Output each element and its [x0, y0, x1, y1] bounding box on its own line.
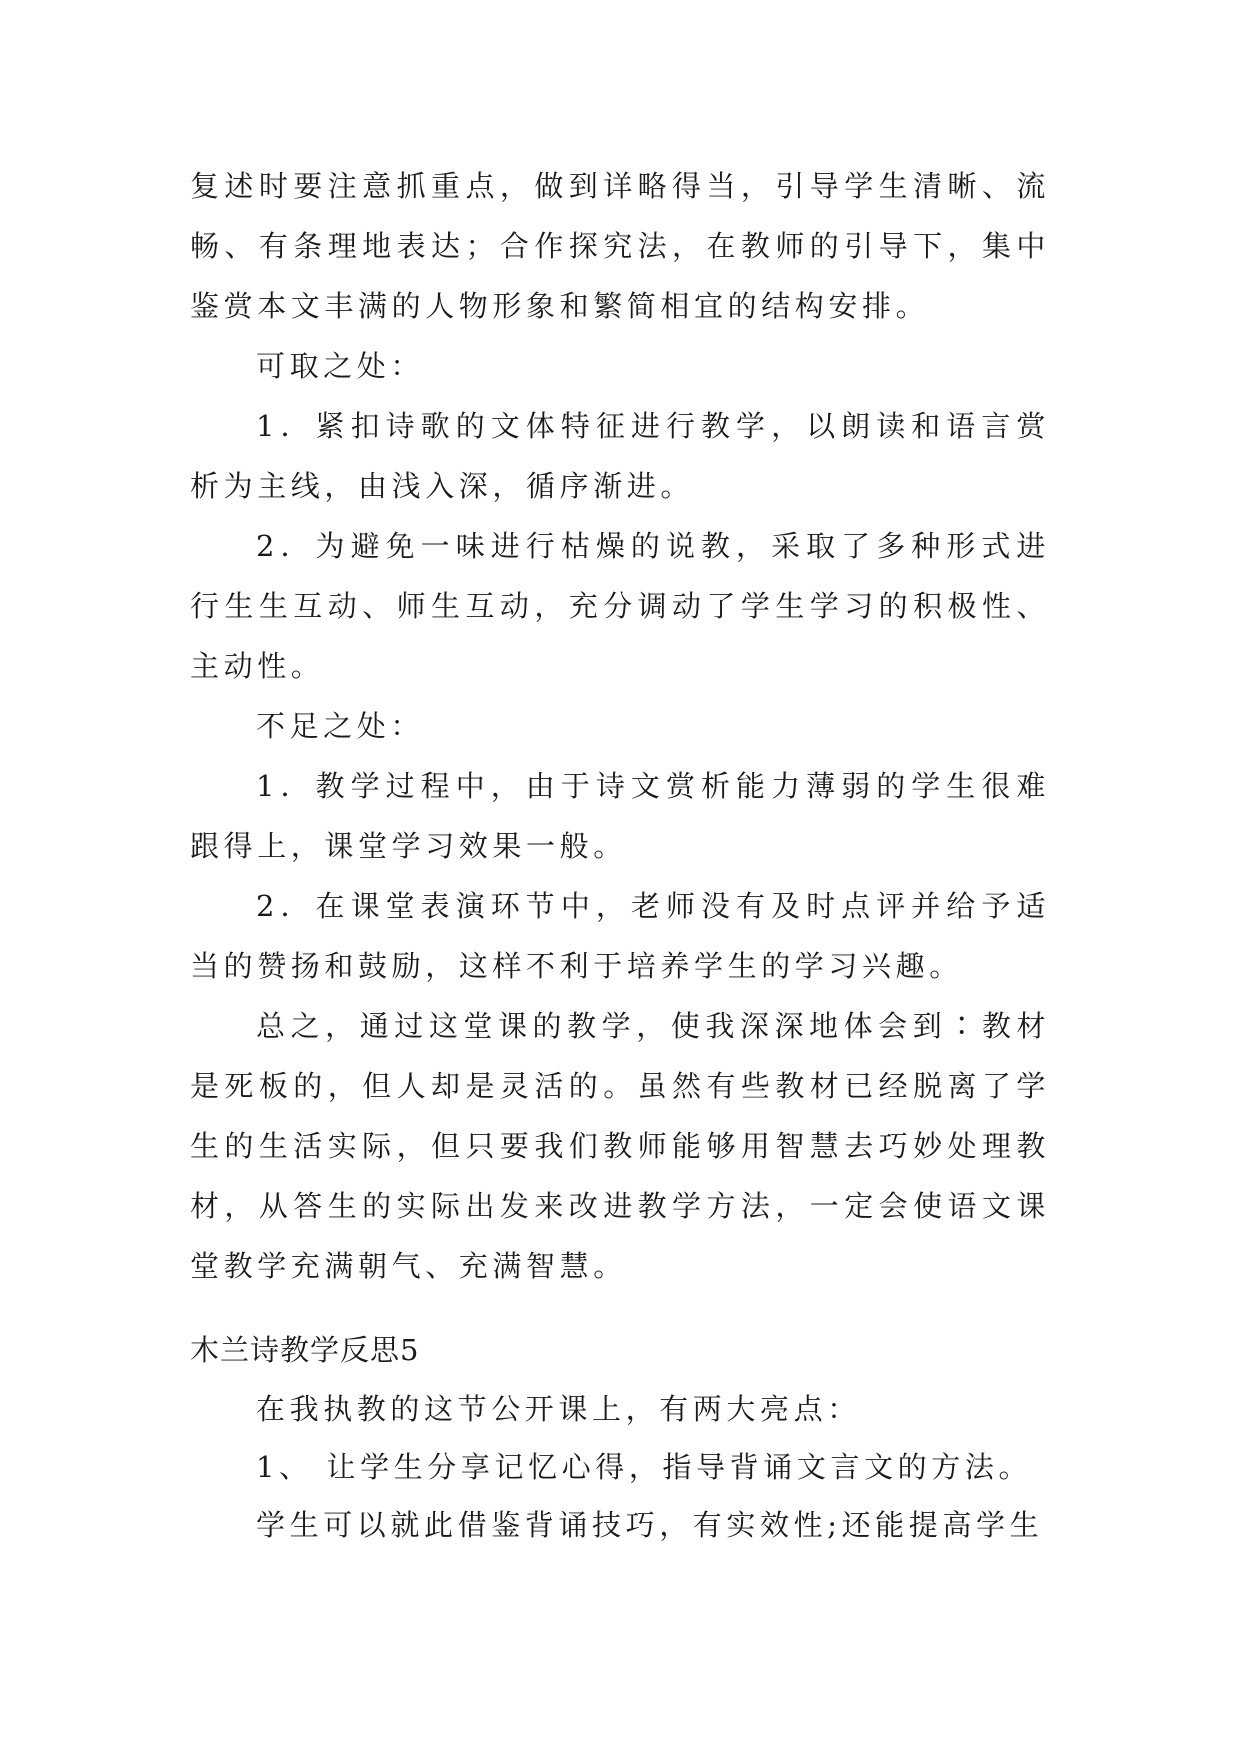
paragraph-strength-1: 1．紧扣诗歌的文体特征进行教学，以朗读和语言赏析为主线，由浅入深，循序渐进。	[190, 409, 1050, 503]
paragraph-highlight-1: 1、 让学生分享记忆心得，指导背诵文言文的方法。	[256, 1450, 1033, 1484]
paragraph-weaknesses-heading: 不足之处：	[256, 709, 425, 743]
paragraph-weakness-2: 2．在课堂表演环节中，老师没有及时点评并给予适当的赞扬和鼓励，这样不利于培养学生的学习兴趣。	[190, 889, 1050, 983]
paragraph-highlight-1-detail: 学生可以就此借鉴背诵技巧，有实效性;还能提高学生	[256, 1508, 1044, 1542]
paragraph-intro: 复述时要注意抓重点，做到详略得当，引导学生清晰、流畅、有条理地表达；合作探究法，在教师的引导下，集中鉴赏本文丰满的人物形象和繁简相宜的结构安排。	[190, 169, 1050, 323]
paragraph-strengths-heading: 可取之处：	[256, 349, 425, 383]
text-block-section-5	[190, 1320, 1050, 1554]
paragraph-highlights: 在我执教的这节公开课上，有两大亮点：	[256, 1392, 861, 1426]
paragraph-strength-2: 2．为避免一味进行枯燥的说教，采取了多种形式进行生生互动、师生互动，充分调动了学生学习的积极性、主动性。	[190, 529, 1050, 683]
paragraph-weakness-1: 1．教学过程中，由于诗文赏析能力薄弱的学生很难跟得上，课堂学习效果一般。	[190, 769, 1050, 863]
paragraph-summary: 总之，通过这堂课的教学，使我深深地体会到∶教材是死板的，但人却是灵活的。虽然有些教材已经脱离了学生的生活实际，但只要我们教师能够用智慧去巧妙处理教材，从答生的实际出发来改进教学方法，一定会使语文课堂教学充满朝气、充满智慧。	[190, 1009, 1050, 1283]
section-title: 木兰诗教学反思5	[190, 1333, 420, 1367]
text-block-main	[190, 156, 1050, 1296]
